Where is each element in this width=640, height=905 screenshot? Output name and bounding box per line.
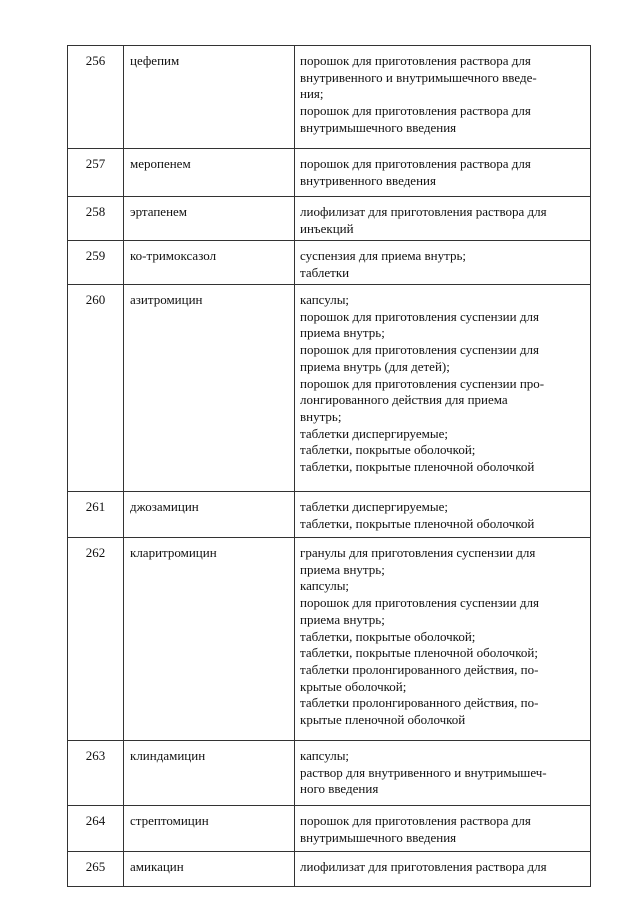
dosage-form-line: суспензия для приема внутрь; — [300, 248, 467, 263]
drug-name: клиндамицин — [124, 741, 295, 806]
dosage-form-line: приема внутрь; — [300, 561, 385, 577]
dosage-form-line: лонгированного действия для приема — [300, 392, 508, 408]
row-number: 259 — [68, 241, 124, 285]
table-row — [68, 149, 591, 197]
table-row — [68, 492, 591, 538]
dosage-form-line: таблетки, покрытые пленочной оболочкой — [300, 459, 535, 475]
dosage-form-line: крытые оболочкой; — [300, 678, 407, 694]
dosage-form-line: лиофилизат для приготовления раствора для — [300, 859, 547, 874]
row-number: 263 — [68, 741, 124, 806]
dosage-forms — [295, 852, 591, 887]
row-number: 264 — [68, 806, 124, 852]
table-row — [68, 46, 591, 149]
drug-name: амикацин — [124, 852, 295, 887]
dosage-form-line: таблетки — [300, 264, 350, 280]
dosage-form-line: порошок для приготовления раствора для — [300, 53, 531, 68]
dosage-forms — [295, 197, 591, 241]
row-number: 265 — [68, 852, 124, 887]
dosage-form-line: внутрь; — [300, 408, 342, 424]
dosage-form-line: внутримышечного введения — [300, 829, 457, 845]
row-number: 261 — [68, 492, 124, 538]
dosage-form-line: инъекций — [300, 220, 354, 236]
table-row — [68, 197, 591, 241]
dosage-form-line: ния; — [300, 86, 324, 102]
drug-name: цефепим — [124, 46, 295, 149]
dosage-forms — [295, 285, 591, 492]
table-row — [68, 538, 591, 741]
dosage-form-line: порошок для приготовления раствора для — [300, 156, 531, 171]
dosage-form-line: капсулы; — [300, 578, 350, 594]
dosage-form-line: крытые пленочной оболочкой — [300, 712, 466, 728]
drug-name: азитромицин — [124, 285, 295, 492]
dosage-forms — [295, 806, 591, 852]
dosage-form-line: порошок для приготовления раствора для — [300, 813, 531, 828]
dosage-form-line: таблетки диспергируемые; — [300, 499, 448, 514]
table-row — [68, 741, 591, 806]
row-number: 258 — [68, 197, 124, 241]
drug-name: кларитромицин — [124, 538, 295, 741]
dosage-form-line: таблетки диспергируемые; — [300, 425, 448, 441]
table-row — [68, 241, 591, 285]
table-row — [68, 852, 591, 887]
dosage-form-line: порошок для приготовления суспензии для — [300, 342, 539, 358]
dosage-form-line: внутримышечного введения — [300, 119, 457, 135]
drug-name: джозамицин — [124, 492, 295, 538]
row-number: 257 — [68, 149, 124, 197]
dosage-form-line: таблетки, покрытые пленочной оболочкой — [300, 515, 535, 531]
dosage-form-line: порошок для приготовления суспензии про- — [300, 375, 545, 391]
dosage-form-line: таблетки, покрытые пленочной оболочкой; — [300, 645, 538, 661]
dosage-form-line: порошок для приготовления раствора для — [300, 103, 531, 119]
dosage-form-line: приема внутрь (для детей); — [300, 358, 450, 374]
dosage-form-line: раствор для внутривенного и внутримышеч- — [300, 764, 547, 780]
dosage-forms — [295, 46, 591, 149]
dosage-form-line: приема внутрь; — [300, 325, 385, 341]
row-number: 256 — [68, 46, 124, 149]
row-number: 260 — [68, 285, 124, 492]
drug-name: меропенем — [124, 149, 295, 197]
dosage-form-line: таблетки пролонгированного действия, по- — [300, 661, 539, 677]
dosage-form-line: таблетки пролонгированного действия, по- — [300, 695, 539, 711]
drug-name: стрептомицин — [124, 806, 295, 852]
table-row — [68, 285, 591, 492]
dosage-form-line: лиофилизат для приготовления раствора для — [300, 204, 547, 219]
table-row — [68, 806, 591, 852]
drug-name: эртапенем — [124, 197, 295, 241]
dosage-form-line: порошок для приготовления суспензии для — [300, 308, 539, 324]
dosage-forms — [295, 492, 591, 538]
dosage-form-line: капсулы; — [300, 748, 350, 763]
dosage-forms — [295, 741, 591, 806]
dosage-form-line: внутривенного и внутримышечного введе- — [300, 69, 537, 85]
dosage-form-line: внутривенного введения — [300, 172, 436, 188]
dosage-forms — [295, 149, 591, 197]
dosage-form-line: приема внутрь; — [300, 611, 385, 627]
drug-name: ко-тримоксазол — [124, 241, 295, 285]
dosage-form-line: таблетки, покрытые оболочкой; — [300, 442, 476, 458]
row-number: 262 — [68, 538, 124, 741]
dosage-forms — [295, 241, 591, 285]
dosage-form-line: таблетки, покрытые оболочкой; — [300, 628, 476, 644]
dosage-form-line: ного введения — [300, 781, 379, 797]
dosage-form-line: гранулы для приготовления суспензии для — [300, 545, 536, 560]
dosage-form-line: порошок для приготовления суспензии для — [300, 595, 539, 611]
drug-table — [67, 45, 591, 887]
dosage-forms — [295, 538, 591, 741]
dosage-form-line: капсулы; — [300, 292, 350, 307]
